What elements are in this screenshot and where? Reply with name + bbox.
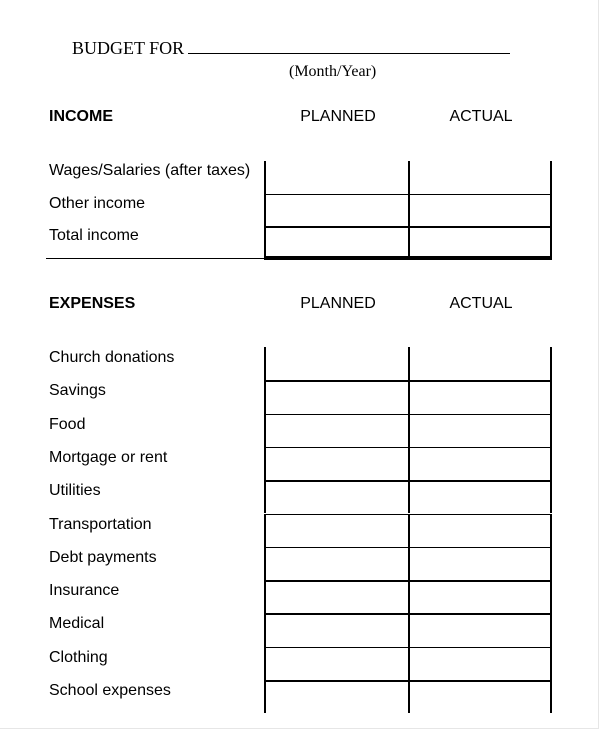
expense-planned-cell[interactable]: [264, 514, 408, 547]
expense-actual-cell[interactable]: [408, 447, 552, 480]
expense-planned-cell[interactable]: [264, 447, 408, 480]
expense-row-label: Transportation: [49, 515, 152, 533]
income-actual-cell[interactable]: [408, 226, 552, 259]
income-planned-heading: PLANNED: [300, 108, 376, 125]
expense-planned-cell[interactable]: [264, 647, 408, 680]
expense-actual-cell[interactable]: [408, 380, 552, 413]
income-row-label: Wages/Salaries (after taxes): [49, 162, 251, 179]
expense-planned-cell[interactable]: [264, 380, 408, 413]
expense-row-label: Insurance: [49, 582, 120, 600]
expense-actual-cell[interactable]: [408, 480, 552, 513]
expense-actual-cell[interactable]: [408, 347, 552, 380]
income-underline: [46, 258, 264, 260]
title-text: BUDGET FOR: [72, 38, 185, 58]
expense-row-label: Utilities: [49, 482, 101, 500]
expense-row-label: Clothing: [49, 648, 108, 666]
income-planned-cell[interactable]: [264, 226, 408, 259]
expense-planned-cell[interactable]: [264, 414, 408, 447]
expense-row-label: Medical: [49, 615, 105, 633]
expense-planned-cell[interactable]: [264, 547, 408, 580]
income-row-label: Other income: [49, 194, 146, 212]
expense-row-label: Church donations: [49, 349, 175, 366]
expense-actual-cell[interactable]: [408, 647, 552, 680]
income-actual-cell[interactable]: [408, 194, 552, 227]
income-planned-cell[interactable]: [264, 161, 408, 194]
income-row-label: Total income: [49, 227, 139, 244]
expense-planned-cell[interactable]: [264, 613, 408, 646]
income-heading: INCOME: [49, 108, 113, 125]
income-actual-heading: ACTUAL: [449, 108, 513, 125]
expense-row-label: Savings: [49, 382, 106, 400]
month-year-blank[interactable]: [188, 39, 510, 54]
budget-title: [72, 38, 510, 59]
expense-row-label: Mortgage or rent: [49, 448, 168, 466]
month-year-caption: (Month/Year): [289, 63, 377, 80]
expense-actual-cell[interactable]: [408, 613, 552, 646]
expense-row-label: Food: [49, 415, 86, 433]
expenses-actual-heading: ACTUAL: [449, 295, 513, 312]
expense-planned-cell[interactable]: [264, 480, 408, 513]
expense-row-label: School expenses: [49, 682, 171, 699]
expense-planned-cell[interactable]: [264, 580, 408, 613]
income-actual-cell[interactable]: [408, 161, 552, 194]
expense-actual-cell[interactable]: [408, 580, 552, 613]
expense-actual-cell[interactable]: [408, 547, 552, 580]
expense-actual-cell[interactable]: [408, 514, 552, 547]
expenses-planned-heading: PLANNED: [300, 295, 376, 312]
income-planned-cell[interactable]: [264, 194, 408, 227]
income-total-rule: [264, 256, 552, 260]
expense-planned-cell[interactable]: [264, 680, 408, 713]
expense-planned-cell[interactable]: [264, 347, 408, 380]
expense-actual-cell[interactable]: [408, 414, 552, 447]
expenses-heading: EXPENSES: [49, 295, 136, 312]
expense-row-label: Debt payments: [49, 548, 157, 566]
expense-actual-cell[interactable]: [408, 680, 552, 713]
